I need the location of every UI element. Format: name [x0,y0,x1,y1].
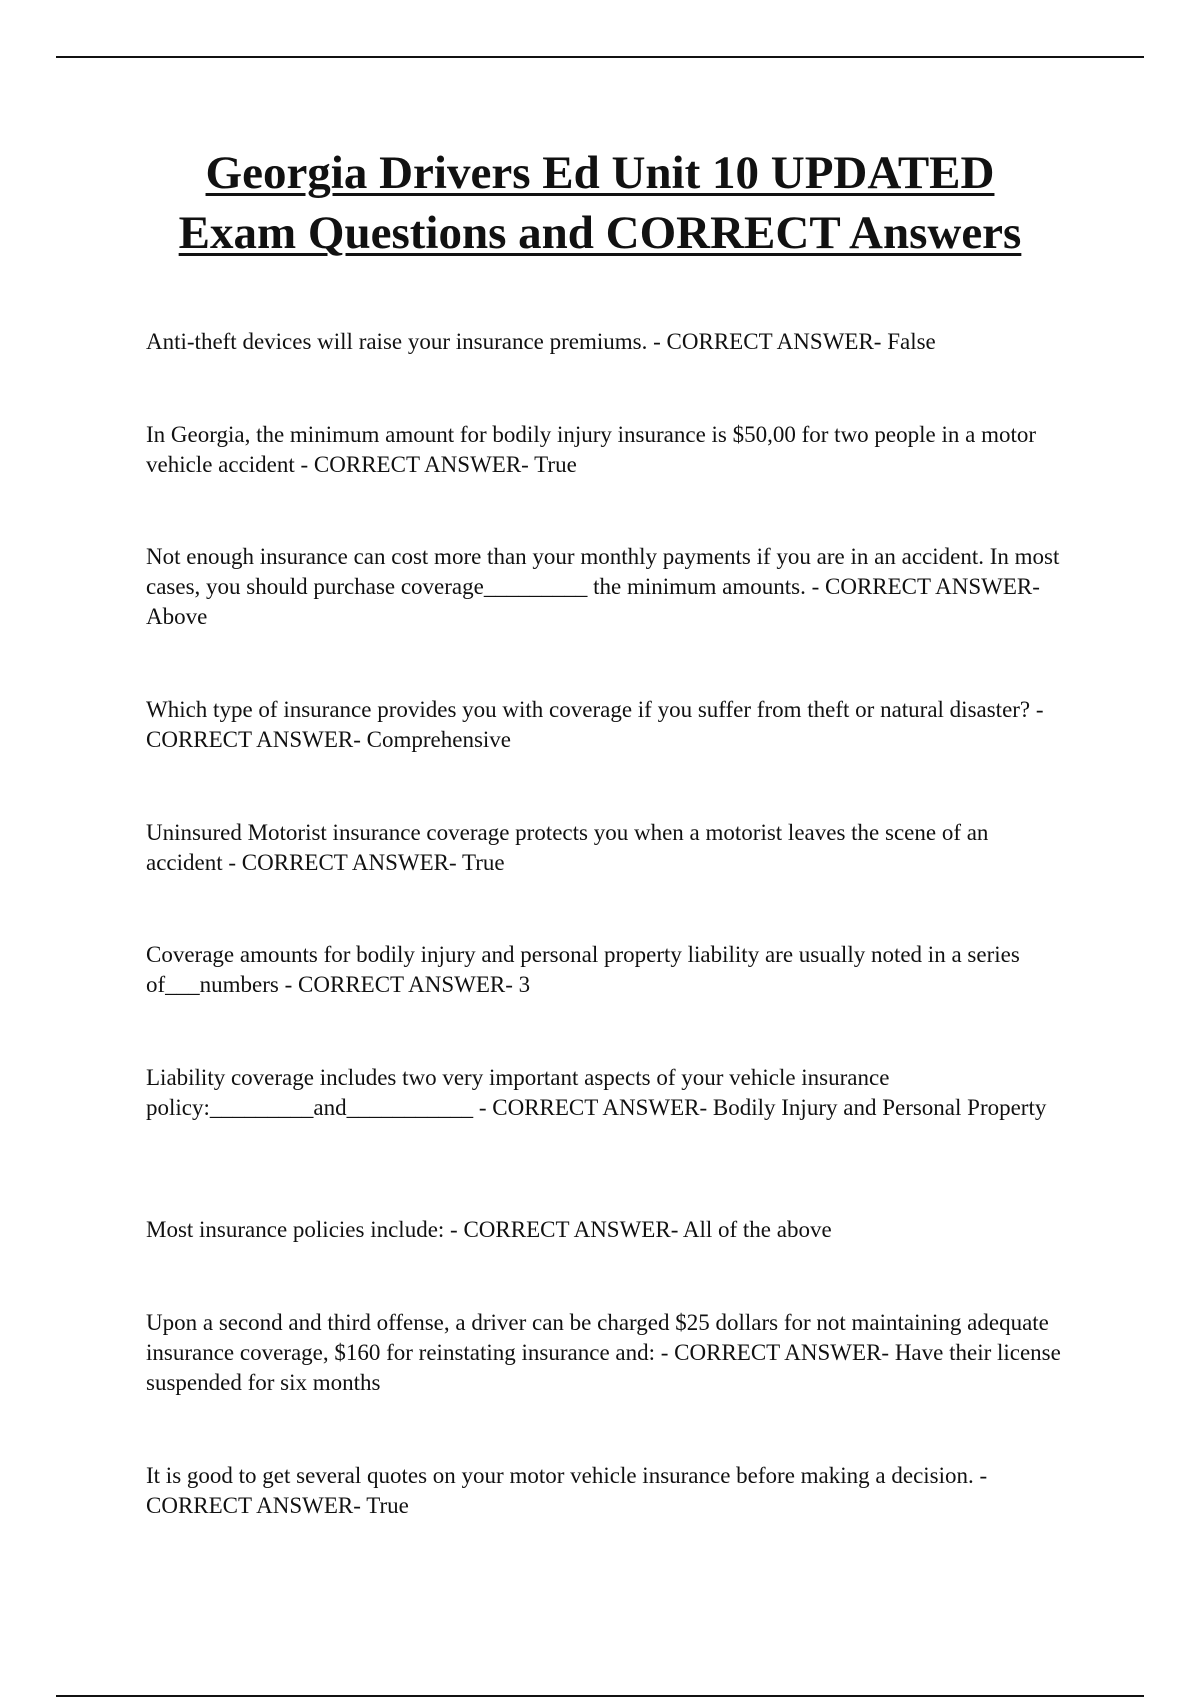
top-rule [56,56,1144,58]
qa-item-8: Most insurance policies include: - CORRECT ANSWER- All of the above [146,1217,832,1242]
qa-item-6: Coverage amounts for bodily injury and personal property liability are usually noted in a series of___numbers - CORRECT ANSWER- 3 [146,942,1020,997]
qa-item-9: Upon a second and third offense, a driver can be charged $25 dollars for not maintaining adequate insurance coverage, $160 for reinstating insurance and: - CORRECT ANSWER- Have their license suspended for six months [146,1310,1061,1395]
qa-item-5: Uninsured Motorist insurance coverage protects you when a motorist leaves the scene of an accident - CORRECT ANSWER- True [146,820,989,875]
qa-item-7: Liability coverage includes two very important aspects of your vehicle insurance policy:_________and___________ - CORRECT ANSWER- Bodily Injury and Personal Property [146,1065,1047,1120]
qa-item-2: In Georgia, the minimum amount for bodily injury insurance is $50,00 for two people in a motor vehicle accident - CORRECT ANSWER- True [146,422,1037,477]
qa-item-10: It is good to get several quotes on your motor vehicle insurance before making a decision. - CORRECT ANSWER- True [146,1463,988,1518]
title-line-1: Georgia Drivers Ed Unit 10 UPDATED [205,147,995,199]
qa-item-3: Not enough insurance can cost more than your monthly payments if you are in an accident. In most cases, you should purchase coverage_________ the minimum amounts. - CORRECT ANSWER- Above [146,544,1060,629]
qa-item-4: Which type of insurance provides you with coverage if you suffer from theft or natural disaster? - CORRECT ANSWER- Comprehensive [146,697,1044,752]
document-title [120,143,1080,263]
title-line-2: Exam Questions and CORRECT Answers [178,207,1022,259]
qa-item-1: Anti-theft devices will raise your insurance premiums. - CORRECT ANSWER- False [146,329,936,354]
bottom-rule [56,1695,1144,1697]
